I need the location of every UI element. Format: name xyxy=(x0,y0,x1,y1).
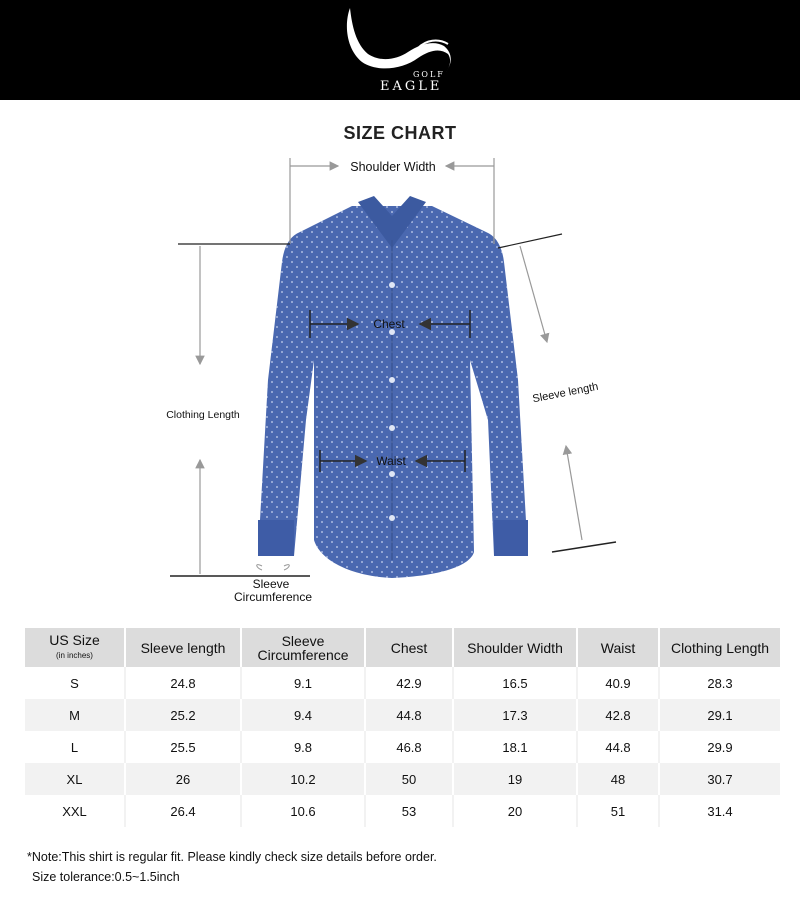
table-cell: 10.2 xyxy=(241,763,365,795)
table-cell: 26.4 xyxy=(125,795,241,827)
header-us-size: US Size (in inches) xyxy=(25,628,125,667)
waist-label: Waist xyxy=(376,454,406,468)
table-header-row xyxy=(25,628,780,667)
header-sleeve-length: Sleeve length xyxy=(125,628,241,667)
table-cell: 9.4 xyxy=(241,699,365,731)
table-cell: 50 xyxy=(365,763,453,795)
table-cell: 29.1 xyxy=(659,699,780,731)
sleeve-length-label: Sleeve length xyxy=(531,380,600,406)
table-cell: 10.6 xyxy=(241,795,365,827)
table-cell: 42.8 xyxy=(577,699,659,731)
table-cell: 16.5 xyxy=(453,667,577,699)
table-row xyxy=(25,795,780,827)
table-row xyxy=(25,667,780,699)
table-cell: 26 xyxy=(125,763,241,795)
table-cell: 19 xyxy=(453,763,577,795)
table-cell: 28.3 xyxy=(659,667,780,699)
table-cell: 51 xyxy=(577,795,659,827)
table-cell: 31.4 xyxy=(659,795,780,827)
header-unit-note: (in inches) xyxy=(56,650,93,660)
sleeve-circumference-label-line2: Circumference xyxy=(233,590,313,604)
size-tolerance-note: Size tolerance:0.5~1.5inch xyxy=(32,870,180,884)
table-cell: 40.9 xyxy=(577,667,659,699)
size-cell: M xyxy=(25,699,125,731)
logo-text: EAGLE xyxy=(380,79,443,94)
shirt-measurement-diagram xyxy=(0,150,800,610)
header-shoulder-width: Shoulder Width xyxy=(453,628,577,667)
table-row xyxy=(25,699,780,731)
table-cell: 25.2 xyxy=(125,699,241,731)
size-chart-table xyxy=(25,628,780,827)
logo-subtext: GOLF xyxy=(413,70,445,79)
table-cell: 25.5 xyxy=(125,731,241,763)
table-cell: 29.9 xyxy=(659,731,780,763)
table-row xyxy=(25,731,780,763)
table-cell: 24.8 xyxy=(125,667,241,699)
header-waist: Waist xyxy=(577,628,659,667)
header-chest: Chest xyxy=(365,628,453,667)
size-cell: S xyxy=(25,667,125,699)
fit-note: *Note:This shirt is regular fit. Please kindly check size details before order. xyxy=(27,850,437,864)
header-clothing-length: Clothing Length xyxy=(659,628,780,667)
table-cell: 53 xyxy=(365,795,453,827)
size-cell: XL xyxy=(25,763,125,795)
table-cell: 17.3 xyxy=(453,699,577,731)
sleeve-circumference-label-line1: Sleeve xyxy=(252,577,290,591)
table-cell: 30.7 xyxy=(659,763,780,795)
page-title: SIZE CHART xyxy=(343,123,457,143)
size-cell: L xyxy=(25,731,125,763)
table-cell: 42.9 xyxy=(365,667,453,699)
table-cell: 9.1 xyxy=(241,667,365,699)
clothing-length-label: Clothing Length xyxy=(166,409,240,421)
sleeve-circumference-measure xyxy=(234,565,312,604)
table-cell: 18.1 xyxy=(453,731,577,763)
header-sleeve-circumference: Sleeve Circumference xyxy=(241,628,365,667)
brand-header xyxy=(0,0,800,100)
chest-label: Chest xyxy=(373,317,405,331)
shoulder-width-label: Shoulder Width xyxy=(350,160,436,174)
table-cell: 9.8 xyxy=(241,731,365,763)
table-cell: 44.8 xyxy=(365,699,453,731)
table-row xyxy=(25,763,780,795)
table-cell: 48 xyxy=(577,763,659,795)
table-cell: 44.8 xyxy=(577,731,659,763)
table-cell: 20 xyxy=(453,795,577,827)
table-cell: 46.8 xyxy=(365,731,453,763)
shirt-illustration xyxy=(258,196,528,578)
size-cell: XXL xyxy=(25,795,125,827)
